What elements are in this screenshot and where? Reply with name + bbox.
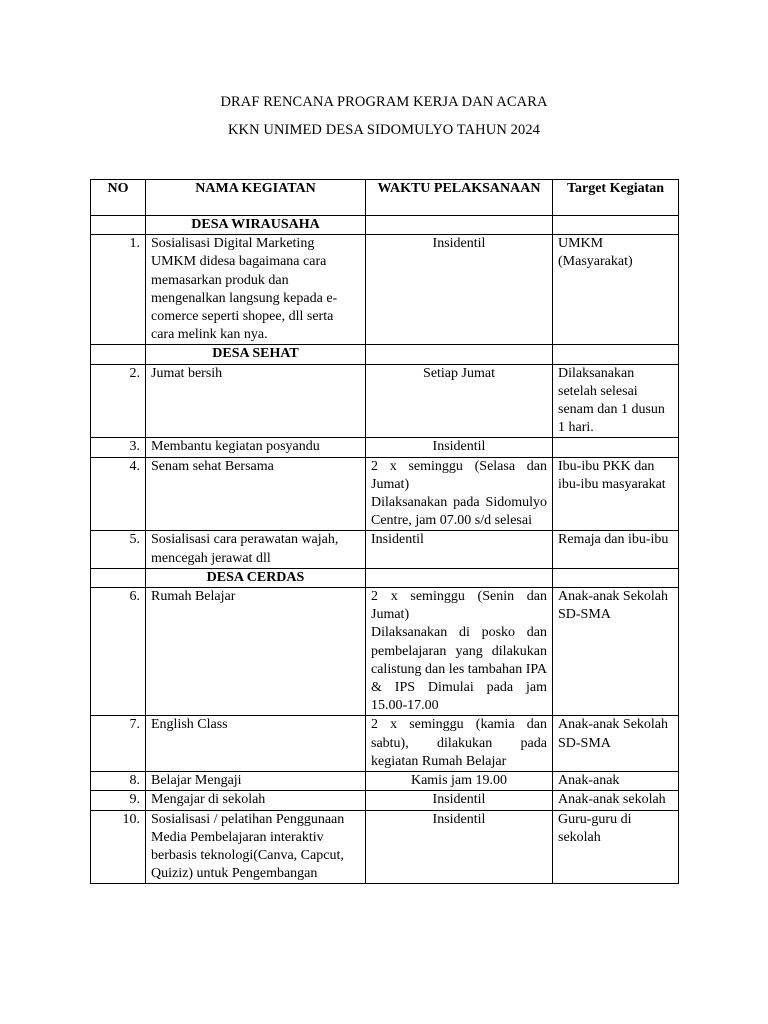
row-waktu-line: Dilaksanakan di posko dan pembelajaran yang dilakukan calistung dan les tambahan IPA & IPS Dimulai pada jam 15.00-17.00 (371, 625, 548, 714)
row-waktu (366, 457, 553, 531)
row-nama: Jumat bersih (146, 364, 366, 438)
table-row (91, 716, 679, 772)
table-row (91, 364, 679, 438)
table-row (91, 810, 679, 884)
document-title: DRAF RENCANA PROGRAM KERJA DAN ACARA (220, 94, 548, 110)
row-waktu (366, 716, 553, 772)
row-no: 7. (91, 716, 146, 772)
table-row (91, 531, 679, 568)
row-waktu (366, 588, 553, 716)
row-waktu: Insidentil (366, 791, 553, 810)
row-no: 10. (91, 810, 146, 884)
row-nama: Sosialisasi Digital Marketing UMKM didesa bagaimana cara memasarkan produk dan mengenalkan langsung kepada e-comerce seperti shopee, dll serta cara melink kan nya. (146, 235, 366, 345)
row-target: Guru-guru di sekolah (553, 810, 679, 884)
row-nama: Mengajar di sekolah (146, 791, 366, 810)
row-waktu: Kamis jam 19.00 (366, 772, 553, 791)
row-waktu: Insidentil (366, 810, 553, 884)
table-row (91, 457, 679, 531)
row-no: 9. (91, 791, 146, 810)
row-target: Ibu-ibu PKK dan ibu-ibu masyarakat (553, 457, 679, 531)
table-header-row (91, 180, 679, 216)
row-target: Anak-anak sekolah (553, 791, 679, 810)
header-target-kegiatan: Target Kegiatan (553, 180, 679, 216)
section-row (91, 216, 679, 235)
table-row (91, 235, 679, 345)
row-target: UMKM (Masyarakat) (553, 235, 679, 345)
table-row (91, 438, 679, 457)
row-nama: Senam sehat Bersama (146, 457, 366, 531)
header-waktu-pelaksanaan: WAKTU PELAKSANAAN (366, 180, 553, 216)
header-no: NO (91, 180, 146, 216)
row-waktu-line: 2 x seminggu (Selasa dan Jumat) (371, 458, 547, 492)
row-waktu-line: 2 x seminggu (kamia dan sabtu), dilakukan pada kegiatan Rumah Belajar (371, 717, 547, 769)
row-waktu: Insidentil (366, 438, 553, 457)
row-waktu-line: 2 x seminggu (Senin dan Jumat) (371, 589, 547, 623)
row-nama: Membantu kegiatan posyandu (146, 438, 366, 457)
program-table (90, 179, 679, 884)
row-no: 5. (91, 531, 146, 568)
table-row (91, 791, 679, 810)
row-target: Anak-anak Sekolah SD-SMA (553, 588, 679, 716)
document-subtitle: KKN UNIMED DESA SIDOMULYO TAHUN 2024 (227, 122, 541, 138)
section-title: DESA WIRAUSAHA (146, 216, 366, 235)
section-title: DESA SEHAT (146, 345, 366, 364)
row-target: Remaja dan ibu-ibu (553, 531, 679, 568)
row-waktu: Setiap Jumat (366, 364, 553, 438)
row-nama: Sosialisasi / pelatihan Penggunaan Media Pembelajaran interaktiv berbasis teknologi(Canva, Capcut, Quiziz) untuk Pengembangan (146, 810, 366, 884)
row-target (553, 438, 679, 457)
row-no: 2. (91, 364, 146, 438)
row-nama: Rumah Belajar (146, 588, 366, 716)
section-title: DESA CERDAS (146, 568, 366, 587)
row-target: Anak-anak Sekolah SD-SMA (553, 716, 679, 772)
row-target: Anak-anak (553, 772, 679, 791)
row-waktu-line: Dilaksanakan pada Sidomulyo Centre, jam 07.00 s/d selesai (371, 495, 547, 529)
row-nama: Sosialisasi cara perawatan wajah, mencegah jerawat dll (146, 531, 366, 568)
row-waktu: Insidentil (366, 531, 553, 568)
row-nama: English Class (146, 716, 366, 772)
row-nama: Belajar Mengaji (146, 772, 366, 791)
row-no: 4. (91, 457, 146, 531)
row-waktu: Insidentil (366, 235, 553, 345)
row-no: 1. (91, 235, 146, 345)
header-nama-kegiatan: NAMA KEGIATAN (146, 180, 366, 216)
row-no: 8. (91, 772, 146, 791)
row-target: Dilaksanakan setelah selesai senam dan 1 dusun 1 hari. (553, 364, 679, 438)
row-no: 6. (91, 588, 146, 716)
table-row (91, 772, 679, 791)
section-row (91, 568, 679, 587)
section-row (91, 345, 679, 364)
table-row (91, 588, 679, 716)
row-no: 3. (91, 438, 146, 457)
